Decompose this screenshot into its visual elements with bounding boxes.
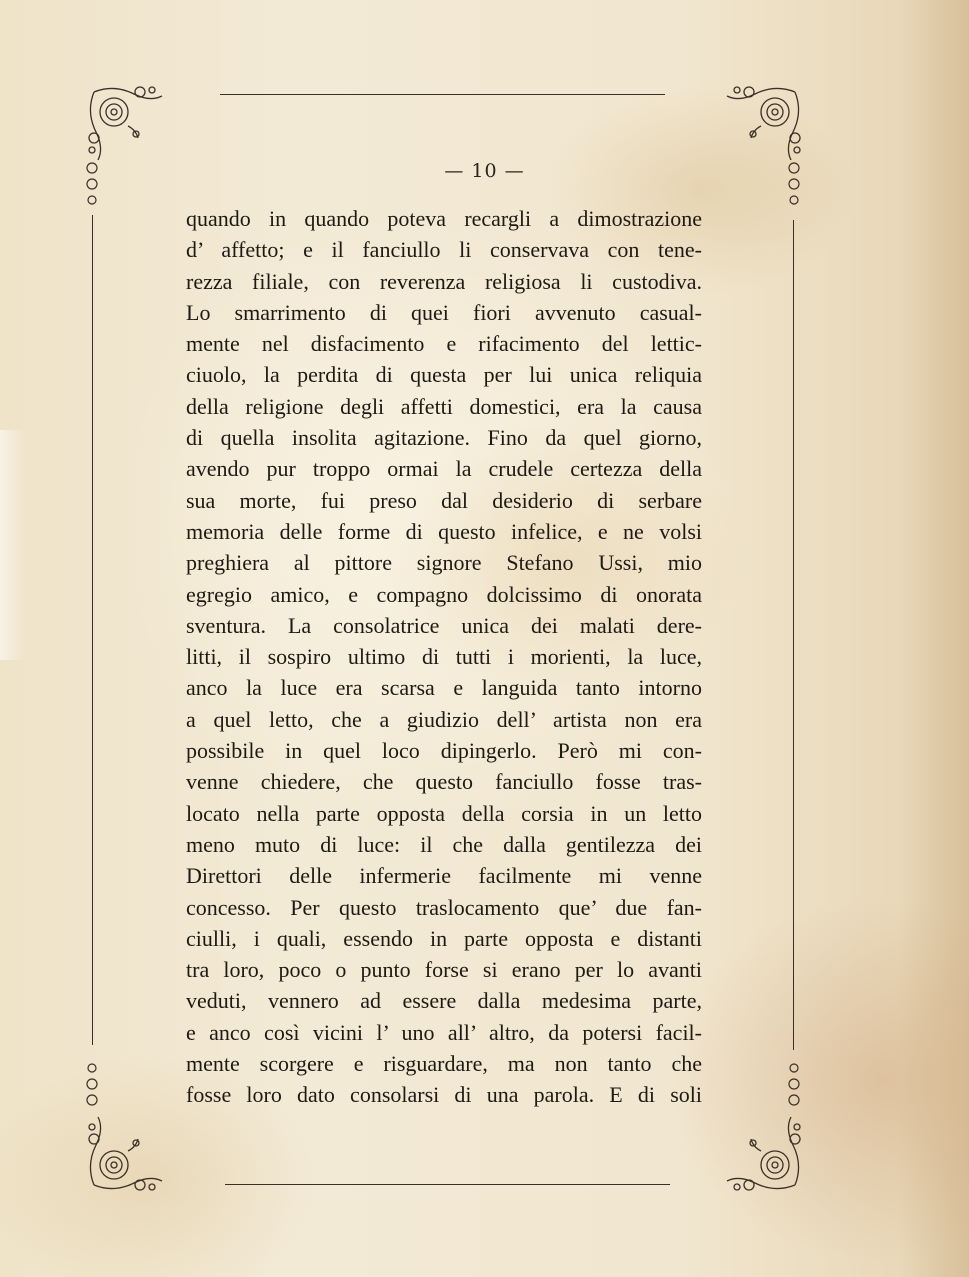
text-line: memoria delle forme di questo infelice, e ne volsi	[186, 518, 702, 544]
page-number: — 10 —	[444, 160, 525, 182]
text-line: mente scorgere e risguardare, ma non tanto che	[186, 1051, 702, 1077]
torn-left-edge	[0, 430, 26, 660]
text-line: avendo pur troppo ormai la crudele certezza della	[186, 456, 702, 482]
text-line: mente nel disfacimento e rifacimento del lettic-	[186, 331, 702, 357]
text-line: ciuolo, la perdita di questa per lui unica reliquia	[186, 362, 702, 388]
side-flourish-left-bottom-icon	[84, 1060, 100, 1115]
text-line: fosse loro dato consolarsi di una parola. E di soli	[186, 1082, 702, 1108]
frame-right-line	[793, 220, 794, 1050]
frame-bottom-line	[225, 1184, 670, 1185]
text-line: meno muto di luce: il che dalla gentilezza dei	[186, 831, 702, 857]
text-line: tra loro, poco o punto forse si erano per lo avanti	[186, 957, 702, 983]
frame-left-line	[92, 215, 93, 1045]
text-line: anco la luce era scarsa e languida tanto intorno	[186, 675, 702, 701]
text-line: di quella insolita agitazione. Fino da quel giorno,	[186, 425, 702, 451]
text-line: venne chiedere, che questo fanciullo fosse tras-	[186, 769, 702, 795]
text-line: a quel letto, che a giudizio dell’ artista non era	[186, 706, 702, 732]
text-line: egregio amico, e compagno dolcissimo di onorata	[186, 581, 702, 607]
text-line: sua morte, fui preso dal desiderio di serbare	[186, 487, 702, 513]
text-line: sventura. La consolatrice unica dei malati dere-	[186, 612, 702, 638]
text-line: e anco così vicini l’ uno all’ altro, da potersi facil-	[186, 1019, 702, 1045]
text-line: rezza filiale, con reverenza religiosa li custodiva.	[186, 268, 702, 294]
text-line: concesso. Per questo traslocamento que’ due fan-	[186, 894, 702, 920]
text-line: possibile in quel loco dipingerlo. Però mi con-	[186, 738, 702, 764]
text-line: litti, il sospiro ultimo di tutti i morienti, la luce,	[186, 644, 702, 670]
text-line: Lo smarrimento di quei fiori avvenuto casual-	[186, 299, 702, 325]
aged-right-edge	[899, 0, 969, 1277]
corner-ornament-top-left-icon	[84, 82, 164, 162]
side-flourish-right-bottom-icon	[786, 1060, 802, 1115]
corner-ornament-bottom-left-icon	[84, 1115, 164, 1195]
frame-top-line	[220, 94, 665, 95]
text-line: veduti, vennero ad essere dalla medesima parte,	[186, 988, 702, 1014]
text-line: quando in quando poteva recargli a dimostrazione	[186, 206, 702, 231]
body-text	[186, 203, 702, 1111]
text-line: locato nella parte opposta della corsia in un letto	[186, 800, 702, 826]
text-line: preghiera al pittore signore Stefano Ussi, mio	[186, 550, 702, 576]
corner-ornament-bottom-right-icon	[725, 1115, 805, 1195]
text-line: della religione degli affetti domestici, era la causa	[186, 393, 702, 419]
text-line: ciulli, i quali, essendo in parte opposta e distanti	[186, 925, 702, 951]
text-line: Direttori delle infermerie facilmente mi venne	[186, 863, 702, 889]
corner-ornament-top-right-icon	[725, 82, 805, 162]
text-line: d’ affetto; e il fanciullo li conservava con tene-	[186, 237, 702, 263]
